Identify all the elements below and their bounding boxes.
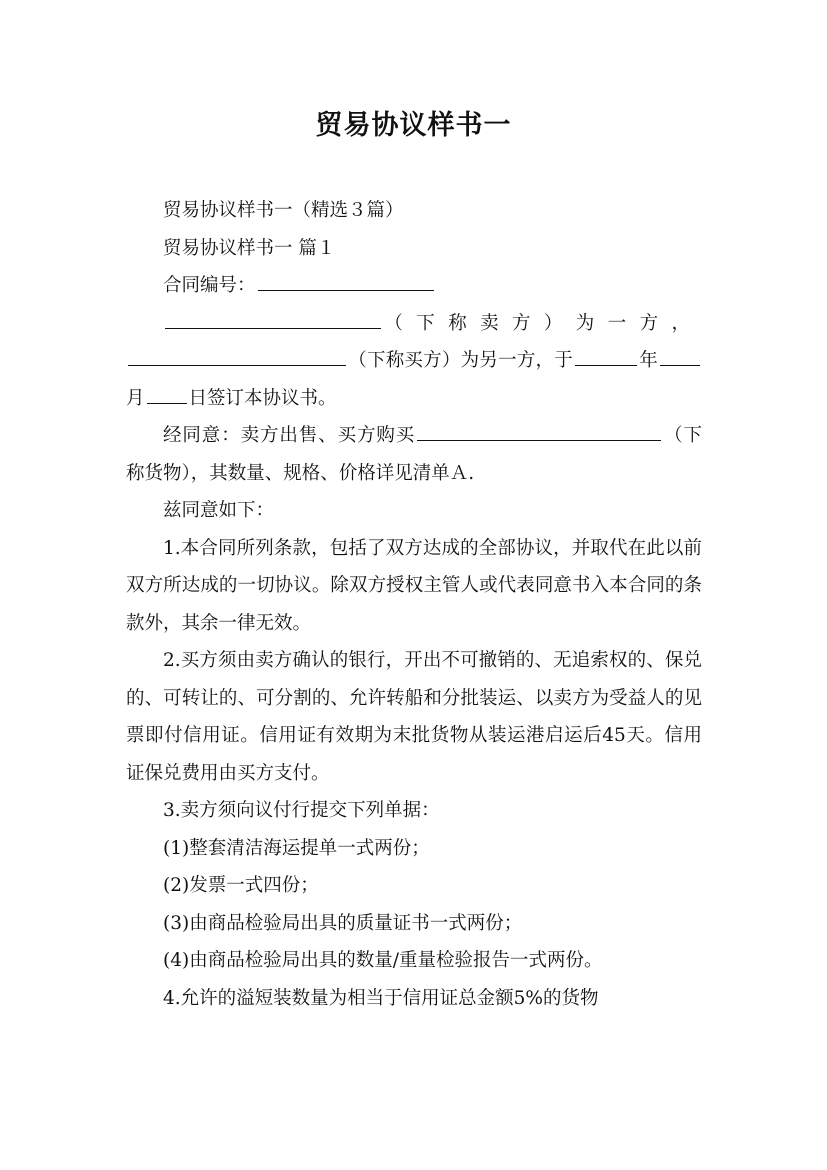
year-blank: [575, 343, 637, 366]
buyer-suffix-text: （下称买方）为另一方，于: [348, 350, 574, 371]
clause-2: 2.买方须由卖方确认的银行，开出不可撤销的、无追索权的、保兑的、可转让的、可分割的、允许转船和分批装运、以卖方为受益人的见票即付信用证。信用证有效期为末批货物从装运港启运后45天。信用证保兑费用由买方支付。: [126, 650, 702, 784]
contract-number-line: [126, 267, 702, 305]
parties-paragraph: [126, 305, 702, 418]
buyer-name-blank: [128, 343, 346, 366]
year-label: 年: [639, 350, 658, 371]
day-rest-text: 日签订本协议书。: [188, 387, 337, 409]
document-item-2: (2)发票一式四份；: [163, 875, 319, 896]
hereby-agreed-line: 兹同意如下：: [163, 500, 275, 521]
clause-3: 3.卖方须向议付行提交下列单据：: [163, 800, 440, 821]
document-title: 贸易协议样书一: [315, 110, 512, 141]
goods-blank: [417, 418, 661, 441]
agreement-suffix: （下称货物），其数量、规格、价格详见清单Ａ.: [126, 425, 702, 484]
section-heading: 贸易协议样书一 篇１: [163, 237, 336, 259]
document-body: [126, 192, 702, 1017]
seller-name-blank: [165, 306, 381, 329]
seller-suffix-text: （下称卖方）为一方，: [383, 312, 702, 334]
agreement-prefix: 经同意：卖方出售、买方购买: [163, 425, 416, 446]
month-label: 月: [126, 387, 145, 409]
contract-number-label: 合同编号：: [163, 275, 256, 296]
document-item-3: (3)由商品检验局出具的质量证书一式两份；: [163, 912, 523, 934]
month-blank: [660, 343, 700, 366]
day-blank: [147, 381, 187, 404]
contract-number-blank: [258, 268, 434, 291]
document-item-1: (1)整套清洁海运提单一式两份；: [163, 837, 430, 859]
document-item-4: (4)由商品检验局出具的数量/重量检验报告一式两份。: [163, 950, 603, 971]
clause-1: 1.本合同所列条款，包括了双方达成的全部协议，并取代在此以前双方所达成的一切协议。除双方授权主管人或代表同意书入本合同的条款外，其余一律无效。: [126, 537, 702, 634]
document-subtitle: 贸易协议样书一（精选３篇）: [163, 200, 404, 221]
agreement-paragraph: [126, 417, 702, 492]
clause-4: 4.允许的溢短装数量为相当于信用证总金额5%的货物: [163, 987, 599, 1009]
